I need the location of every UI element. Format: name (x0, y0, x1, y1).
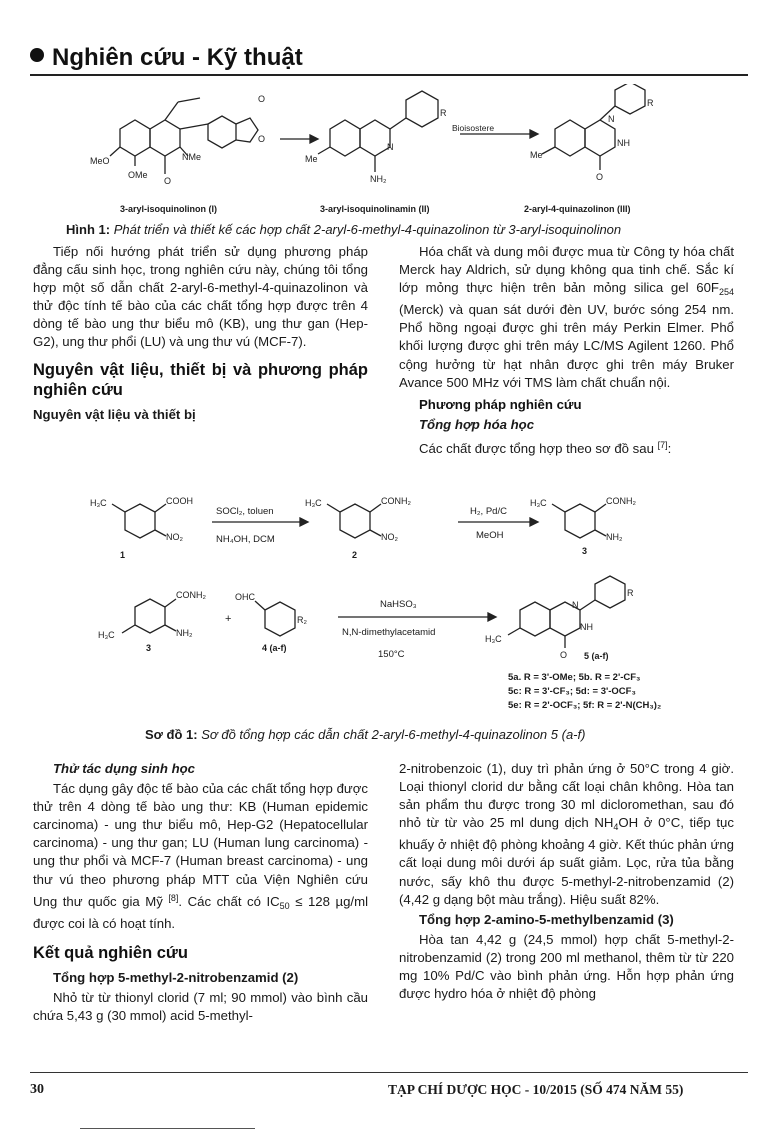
svg-text:O: O (164, 176, 172, 186)
svg-text:NMe: NMe (182, 152, 202, 162)
svg-text:Me: Me (530, 150, 543, 160)
svg-text:R₂: R₂ (297, 615, 307, 625)
bioassay-paragraph: Tác dụng gây độc tế bào của các chất tổng hợp được thử trên 4 dòng tế bào ung thư: KB (Human epidemic carcinoma) - ung thư biểu mô, Hep-G2 (Hepatocellular carcinoma) - ung thư gan; LU (Human lung carcinoma) - ung thư phổi và MCF-7 (Human breast carcinoma) - ung thư vú theo phương pháp MTT của Viện Nghiên cứu Ung thư quốc gia Mỹ [8]. Các chất có $IC_{50} \le 128$ µg/ml được coi là có hoạt tính. (33, 781, 368, 931)
svg-text:NH₂: NH₂ (370, 174, 387, 184)
synthesis2-paragraph: Hòa tan 4,42 g (24,5 mmol) hợp chất 5-methyl-2-nitrobenzamid (2) trong 200 ml methanol, thêm từ từ 220 mg 10% Pd/C vào bình phản ứng. Hỗn hợp phản ứng được hydro hóa ở nhiệt độ phòng (399, 931, 734, 1002)
svg-text:COOH: COOH (166, 496, 193, 506)
figure1-structures (90, 84, 730, 224)
svg-text:OMe: OMe (128, 170, 148, 180)
svg-text:O: O (560, 650, 568, 660)
substituent-line: 5c: R = 3'-CF₃; 5d: = 3'-OCF₃ (508, 686, 636, 697)
svg-text:NH₂: NH₂ (176, 628, 193, 638)
methods-heading: Nguyên vật liệu, thiết bị và phương pháp nghiên cứu (33, 360, 368, 399)
scheme1-caption (145, 727, 585, 742)
scheme-intro: Các chất được tổng hợp theo sơ đồ sau [7]: (419, 439, 672, 456)
compound-number-3b: 3 (146, 643, 152, 653)
svg-text:MeO: MeO (90, 156, 110, 166)
compound-label-i: 3-aryl-isoquinolinon (I) (120, 204, 217, 214)
right-column-upper (399, 243, 734, 458)
substituent-line: 5e: R = 2'-OCF₃; 5f: R = 2'-N(CH₃)₂ (508, 700, 662, 711)
ring (120, 120, 150, 156)
synthesis1-continued: 2-nitrobenzoic (1), duy trì phản ứng ở 50°C trong 4 giờ. Loại thionyl clorid dư bằng cất loại chân không. Hòa tan sản phẩm thu được trong 30 ml dicloromethan, sau đó nhỏ từ từ vào 25 ml dung dịch $NH_4OH$ ở 0°C, tiếp tục khuấy ở nhiệt độ phòng khoảng 4 giờ. Kết thúc phản ứng cất loại dung môi dưới áp suất giảm. Lọc, rửa tủa bằng nước, sấy khô thu được 5-methyl-2-nitrobenzamid (2) (4,42 g dạng bột màu trắng). Hiệu suất 82%. (399, 761, 734, 907)
svg-text:O: O (258, 134, 266, 144)
svg-text:N: N (572, 600, 579, 610)
svg-text:O: O (258, 94, 266, 104)
svg-text:H₃C: H₃C (305, 498, 322, 508)
svg-text:OHC: OHC (235, 592, 255, 602)
compound-label-ii: 3-aryl-isoquinolinamin (II) (320, 204, 430, 214)
bioisostere-label: Bioisostere (452, 123, 495, 133)
right-column-lower (399, 760, 734, 1003)
svg-text:CONH₂: CONH₂ (381, 496, 411, 506)
synthesis1-paragraph: Nhỏ từ từ thionyl clorid (7 ml; 90 mmol) vào bình cầu chứa 5,43 g (30 mmol) acid 5-methyl- (33, 989, 368, 1024)
svg-text:H₃C: H₃C (90, 498, 107, 508)
page-number: 30 (30, 1082, 44, 1097)
header-rule (30, 74, 748, 76)
svg-text:R: R (440, 108, 447, 118)
svg-text:CONH₂: CONH₂ (606, 496, 636, 506)
svg-text:N: N (387, 142, 394, 152)
bottom-rule (80, 1128, 255, 1129)
svg-text:H₃C: H₃C (98, 630, 115, 640)
compound-number-5: 5 (a-f) (584, 651, 609, 661)
step3-reagent-mid: N,N-dimethylacetamid (342, 627, 436, 638)
intro-paragraph: Tiếp nối hướng phát triển sử dụng phương pháp đẳng cấu sinh học, trong nghiên cứu này, chúng tôi tổng hợp một số dẫn chất 2-aryl-6-methyl-4-quinazolinon và thử độc tính tế bào của các chất tổng hợp được trên 4 dòng tế bào ung thư biểu mô (KB), ung thư gan (Hep-G2), ung thư phổi (LU) và ung thư vú (MCF-7). (33, 244, 368, 350)
step2-reagent-bottom: MeOH (476, 530, 504, 541)
left-column-upper (33, 243, 368, 426)
left-column-lower (33, 760, 368, 1025)
journal-footer: TẠP CHÍ DƯỢC HỌC - 10/2015 (SỐ 474 NĂM 55) (388, 1082, 684, 1097)
svg-text:R: R (627, 588, 634, 598)
substituent-list (508, 671, 661, 713)
bioassay-heading: Thử tác dụng sinh học (53, 761, 196, 776)
svg-text:R: R (647, 98, 654, 108)
bullet-dot (30, 48, 44, 62)
svg-text:NO₂: NO₂ (381, 532, 398, 542)
svg-text:NH: NH (580, 622, 593, 632)
synthesis-subheading: Tổng hợp hóa học (419, 416, 535, 432)
scheme1-caption-num: Sơ đồ 1: (145, 727, 198, 742)
svg-text:Me: Me (305, 154, 318, 164)
svg-text:+: + (225, 613, 232, 625)
compound-number-2: 2 (352, 550, 358, 560)
synthesis2-heading: Tổng hợp 2-amino-5-methylbenzamid (3) (419, 911, 674, 927)
figure1-caption (66, 222, 621, 237)
svg-text:NO₂: NO₂ (166, 532, 183, 542)
step1-reagent-bottom: NH₄OH, DCM (216, 534, 275, 545)
svg-text:CONH₂: CONH₂ (176, 590, 206, 600)
svg-text:H₃C: H₃C (485, 634, 502, 644)
results-heading: Kết quả nghiên cứu (33, 943, 188, 962)
step1-reagent-top: SOCl₂, toluen (216, 506, 274, 517)
materials-subheading: Nguyên vật liệu và thiết bị (33, 406, 196, 422)
compound-number-4: 4 (a-f) (262, 643, 287, 653)
step2-reagent-top: H₂, Pd/C (470, 506, 507, 517)
svg-text:O: O (596, 172, 604, 182)
figure1-caption-text: Phát triển và thiết kế các hợp chất 2-aryl-6-methyl-4-quinazolinon từ 3-aryl-isoquinolinon (113, 222, 622, 237)
svg-text:H₃C: H₃C (530, 498, 547, 508)
materials-paragraph: Hóa chất và dung môi được mua từ Công ty hóa chất Merck hay Aldrich, sử dụng không qua tinh chế. Sắc kí lớp mỏng thực hiện trên bản mỏng silica gel $60F_{254}$ (Merck) và quan sát dưới đèn UV, bước sóng 254 nm. Phổ hồng ngoại được ghi trên máy Perkin Elmer. Phổ khối lượng được ghi trên máy LC/MS Agilent 1260. Phổ cộng hưởng từ hạt nhân được ghi trên máy Bruker Avance 500 MHz với TMS làm chất chuẩn nội. (399, 244, 734, 390)
scheme1-caption-text: Sơ đồ tổng hợp các dẫn chất 2-aryl-6-methyl-4-quinazolinon 5 (a-f) (201, 727, 586, 742)
compound-number-3: 3 (582, 546, 588, 556)
svg-text:NH: NH (617, 138, 630, 148)
step3-reagent-top: NaHSO₃ (380, 599, 417, 610)
procedure-heading: Phương pháp nghiên cứu (419, 396, 582, 412)
svg-text:N: N (608, 114, 615, 124)
substituent-line: 5a. R = 3'-OMe; 5b. R = 2'-CF₃ (508, 672, 641, 683)
compound-number-1: 1 (120, 550, 126, 560)
scheme1-structures (90, 492, 730, 692)
step3-reagent-bottom: 150°C (378, 649, 405, 660)
figure1-caption-num: Hình 1: (66, 222, 111, 237)
section-header: Nghiên cứu - Kỹ thuật (30, 44, 303, 72)
footer-rule (30, 1072, 748, 1073)
compound-label-iii: 2-aryl-4-quinazolinon (III) (524, 204, 631, 214)
synthesis1-heading: Tổng hợp 5-methyl-2-nitrobenzamid (2) (53, 969, 299, 985)
svg-text:NH₂: NH₂ (606, 532, 623, 542)
